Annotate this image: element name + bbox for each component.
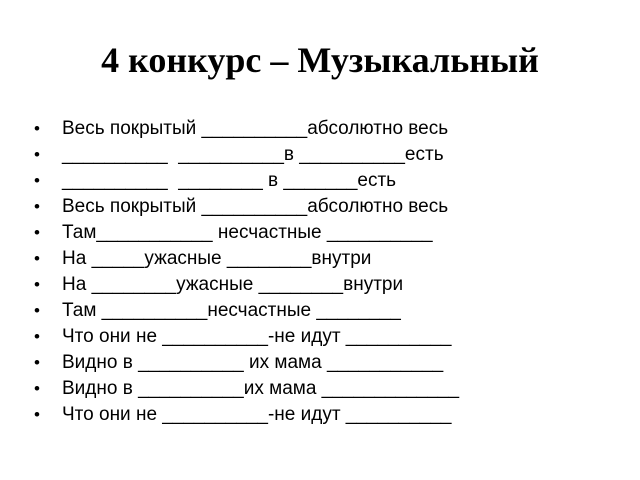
list-item [34,350,624,376]
line-text: Весь покрытый __________абсолютно весь [62,118,449,139]
line-text: Видно в __________их мама _____________ [62,378,460,399]
line-text: На ________ужасные ________внутри [62,274,404,295]
line-text: __________ __________в __________есть [62,144,444,165]
bullet-icon: • [34,379,40,398]
list-item [34,376,624,402]
list-item [34,194,624,220]
list-item [34,220,624,246]
slide-title: 4 конкурс – Музыкальный [101,40,539,80]
line-text: На _____ужасные ________внутри [62,248,372,269]
bullet-icon: • [34,249,40,268]
line-text: Там___________ несчастные __________ [62,222,433,243]
bullet-icon: • [34,171,40,190]
list-item [34,116,624,142]
bullet-icon: • [34,301,40,320]
list-item [34,298,624,324]
bullet-icon: • [34,197,40,216]
line-text: Видно в __________ их мама ___________ [62,352,444,373]
list-item [34,168,624,194]
bullet-icon: • [34,119,40,138]
line-text: Весь покрытый __________абсолютно весь [62,196,449,217]
bullet-icon: • [34,275,40,294]
line-text: Что они не __________-не идут __________ [62,404,452,425]
list-item [34,324,624,350]
bullet-icon: • [34,327,40,346]
bullet-list [34,116,624,428]
line-text: Что они не __________-не идут __________ [62,326,452,347]
bullet-icon: • [34,223,40,242]
bullet-icon: • [34,353,40,372]
bullet-icon: • [34,145,40,164]
line-text: __________ ________ в _______есть [62,170,397,191]
list-item [34,272,624,298]
list-item [34,402,624,428]
bullet-icon: • [34,405,40,424]
list-item [34,142,624,168]
list-item [34,246,624,272]
line-text: Там __________несчастные ________ [62,300,401,321]
